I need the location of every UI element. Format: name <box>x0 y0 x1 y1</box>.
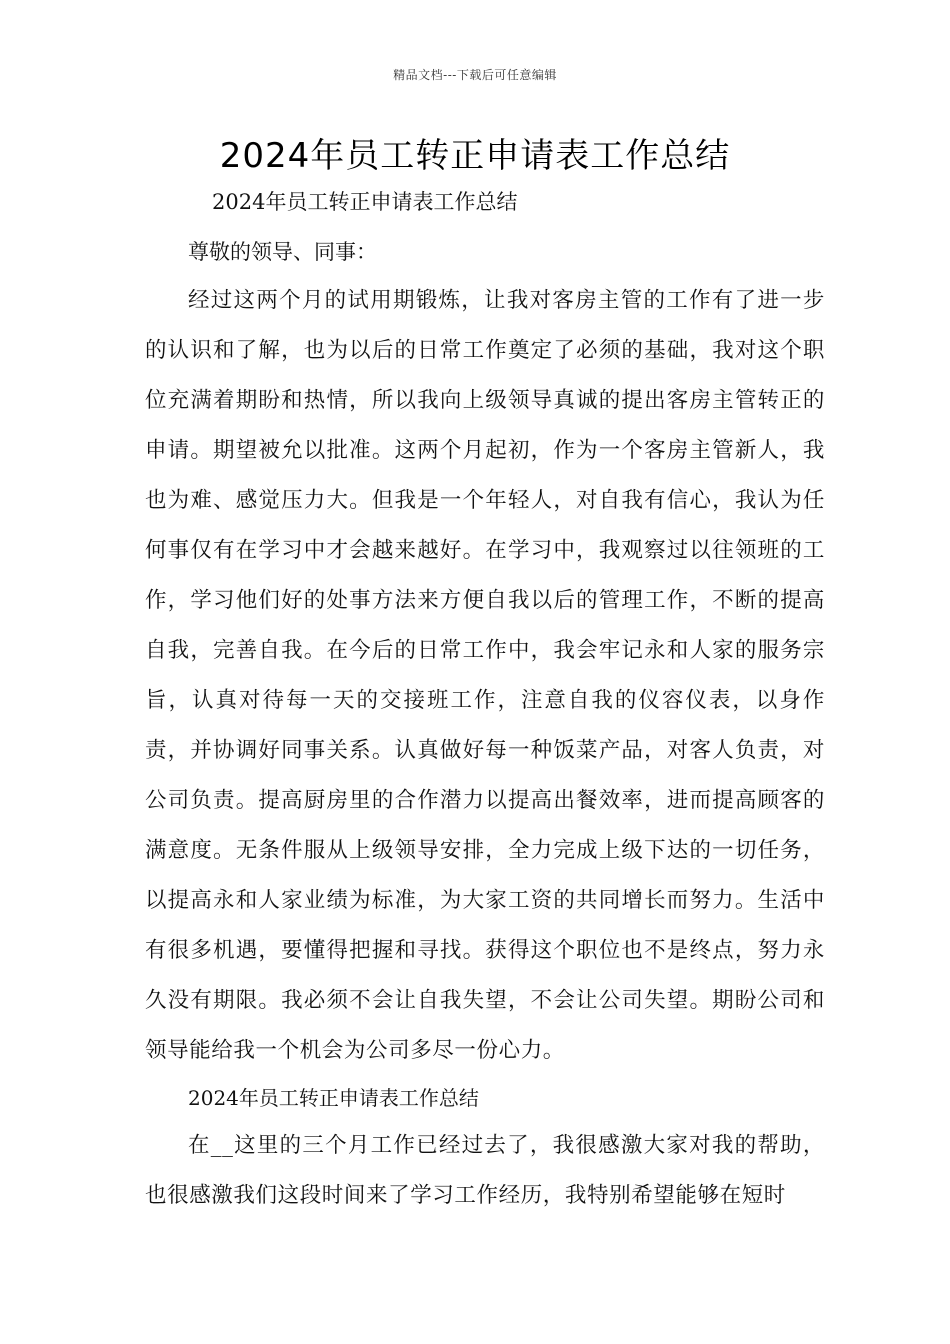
body-paragraph-2: 在__这里的三个月工作已经过去了，我很感激大家对我的帮助，也很感激我们这段时间来了学习工作经历，我特别希望能够在短时 <box>145 1133 825 1208</box>
document-subtitle: 2024年员工转正申请表工作总结 <box>212 190 518 214</box>
body-paragraph-1: 经过这两个月的试用期锻炼，让我对客房主管的工作有了进一步的认识和了解，也为以后的日常工作奠定了必须的基础，我对这个职位充满着期盼和热情，所以我向上级领导真诚的提出客房主管转正的申请。期望被允以批准。这两个月起初，作为一个客房主管新人，我也为难、感觉压力大。但我是一个年轻人，对自我有信心，我认为任何事仅有在学习中才会越来越好。在学习中，我观察过以往领班的工作，学习他们好的处事方法来方便自我以后的管理工作，不断的提高自我，完善自我。在今后的日常工作中，我会牢记永和人家的服务宗旨，认真对待每一天的交接班工作，注意自我的仪容仪表，以身作责，并协调好同事关系。认真做好每一种饭菜产品，对客人负责，对公司负责。提高厨房里的合作潜力以提高出餐效率，进而提高顾客的满意度。无条件服从上级领导安排，全力完成上级下达的一切任务，以提高永和人家业绩为标准，为大家工资的共同增长而努力。生活中有很多机遇，要懂得把握和寻找。获得这个职位也不是终点，努力永久没有期限。我必须不会让自我失望，不会让公司失望。期盼公司和领导能给我一个机会为公司多尽一份心力。 <box>145 288 825 1063</box>
document-title: 2024年员工转正申请表工作总结 <box>219 136 731 176</box>
section-heading: 2024年员工转正申请表工作总结 <box>188 1086 479 1110</box>
header-note: 精品文档---下载后可任意编辑 <box>393 68 557 82</box>
salutation: 尊敬的领导、同事： <box>188 240 377 264</box>
